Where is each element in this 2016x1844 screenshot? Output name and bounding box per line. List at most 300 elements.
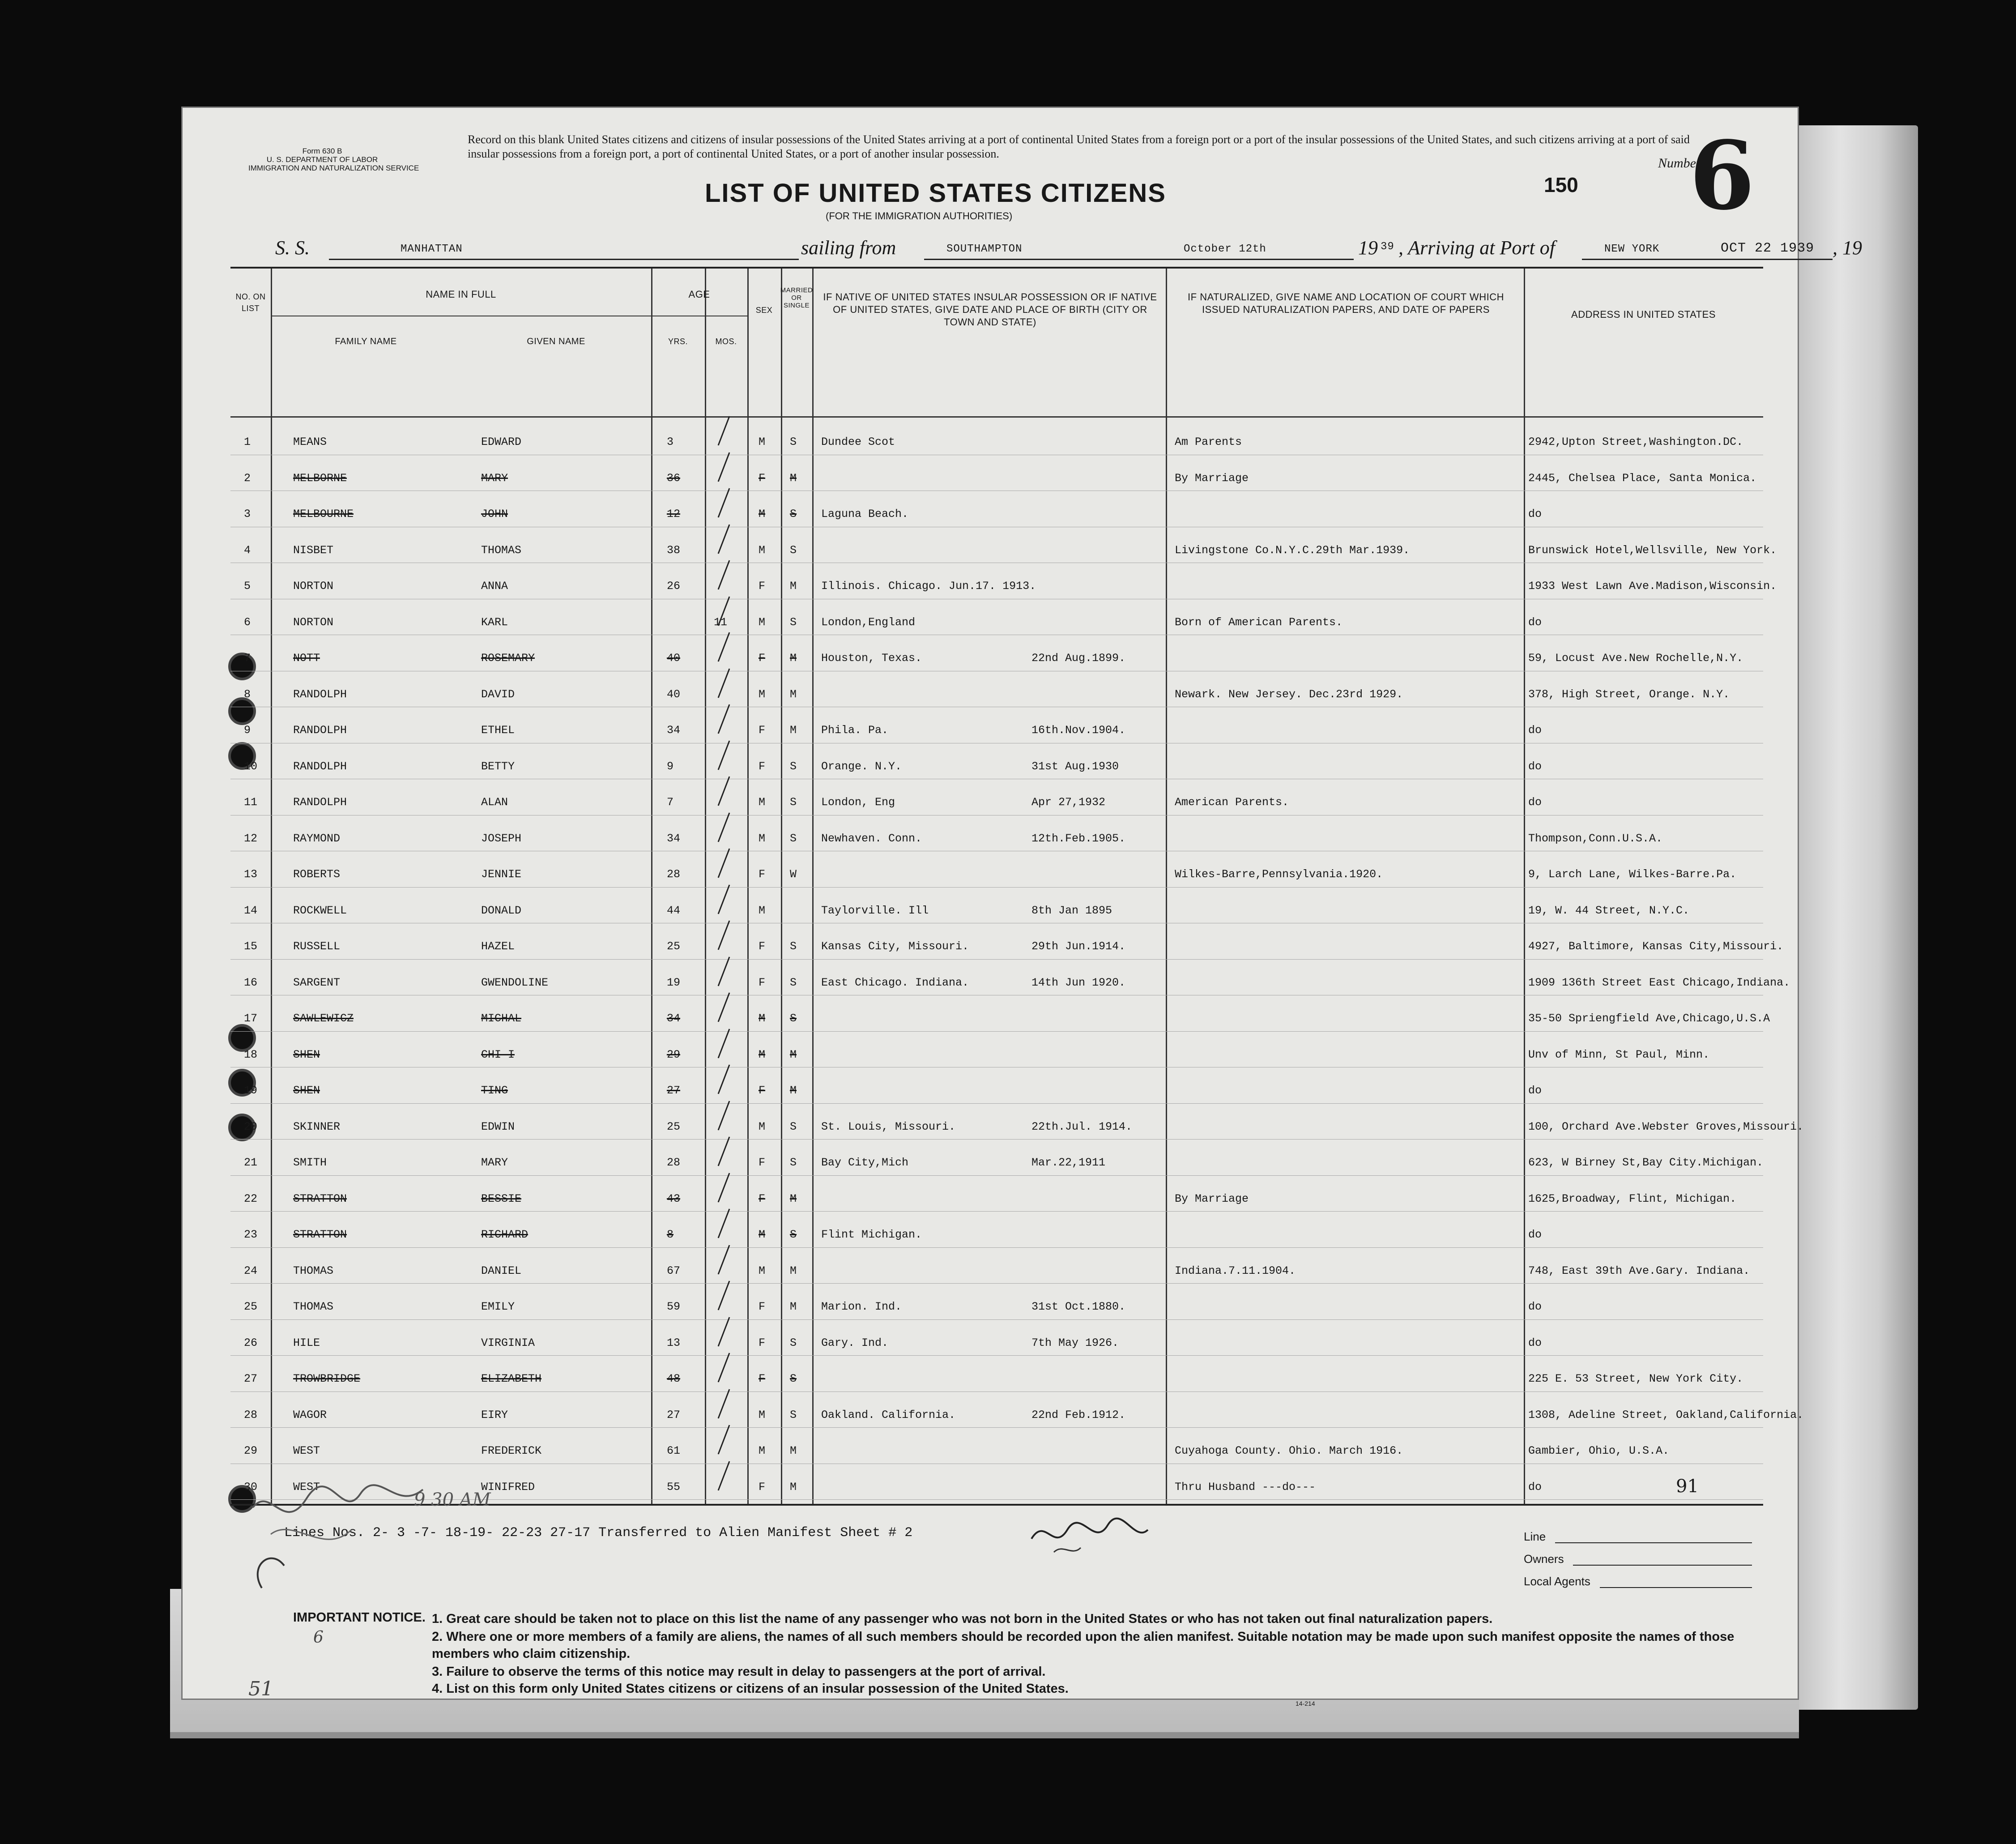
table-row	[230, 724, 1763, 739]
naturalization: Am Parents	[1175, 435, 1242, 448]
naturalization: Born of American Parents.	[1175, 615, 1343, 629]
row-number: 29	[244, 1444, 258, 1457]
service-name: IMMIGRATION AND NATURALIZATION SERVICE	[248, 164, 419, 172]
table-row	[230, 1372, 1763, 1387]
marital-status: M	[790, 687, 797, 701]
col-birth: IF NATIVE OF UNITED STATES INSULAR POSSESSION OR IF NATIVE OF UNITED STATES, GIVE DATE AND PLACE OF BIRTH (CITY OR TOWN AND STATE)	[823, 291, 1157, 328]
row-divider	[230, 1031, 1763, 1032]
sex: F	[759, 724, 766, 737]
marital-status: S	[790, 1372, 797, 1385]
family-name: STRATTON	[293, 1192, 347, 1205]
address: do	[1528, 1336, 1542, 1349]
given-name: THOMAS	[481, 543, 522, 557]
address: Brunswick Hotel,Wellsville, New York.	[1528, 543, 1777, 557]
check-mark-icon	[712, 955, 738, 990]
stamp-number: 150	[1544, 173, 1578, 196]
marital-status: S	[790, 615, 797, 629]
age-years: 13	[667, 1336, 681, 1349]
age-years: 28	[667, 868, 681, 881]
age-months: 11	[714, 615, 728, 629]
table-row	[230, 1084, 1763, 1099]
naturalization: Livingstone Co.N.Y.C.29th Mar.1939.	[1175, 543, 1410, 557]
family-name: THOMAS	[293, 1300, 334, 1313]
row-number: 26	[244, 1336, 258, 1349]
department-name: U. S. DEPARTMENT OF LABOR	[266, 155, 378, 164]
col-name-in-full: NAME IN FULL	[426, 289, 496, 300]
marital-status: S	[790, 832, 797, 845]
sex: F	[759, 580, 766, 593]
naturalization: By Marriage	[1175, 471, 1249, 485]
family-name: STRATTON	[293, 1228, 347, 1241]
sex: F	[759, 471, 766, 485]
table-row	[230, 1264, 1763, 1280]
birth-place: Phila. Pa.	[821, 724, 889, 737]
birth-place: St. Louis, Missouri.	[821, 1120, 956, 1133]
marital-status: S	[790, 1120, 797, 1133]
sailing-label: sailing from	[801, 237, 896, 259]
row-divider	[230, 1319, 1763, 1320]
row-divider	[230, 1283, 1763, 1284]
sex: M	[759, 1120, 766, 1133]
table-row	[230, 868, 1763, 883]
address: Unv of Minn, St Paul, Minn.	[1528, 1048, 1710, 1061]
marital-status: M	[790, 1048, 797, 1061]
given-name: TING	[481, 1084, 508, 1097]
marital-status: S	[790, 760, 797, 773]
table-row	[230, 760, 1763, 775]
sex: M	[759, 1444, 766, 1457]
passenger-table	[230, 267, 1804, 1506]
address: do	[1528, 796, 1542, 809]
row-number: 5	[244, 580, 251, 593]
sex: F	[759, 940, 766, 953]
family-name: RAYMOND	[293, 832, 341, 845]
check-mark-icon	[712, 883, 738, 918]
age-years: 36	[667, 471, 681, 485]
margin-six: 6	[313, 1628, 324, 1647]
page-count: 91	[1676, 1476, 1699, 1497]
row-divider	[230, 887, 1763, 888]
check-mark-icon	[712, 811, 738, 846]
table-row	[230, 1444, 1763, 1460]
table-row	[230, 1336, 1763, 1352]
family-name: SAWLEWICZ	[293, 1012, 354, 1025]
given-name: MICHAL	[481, 1012, 522, 1025]
birth-place: Marion. Ind.	[821, 1300, 902, 1313]
birth-place: Laguna Beach.	[821, 508, 909, 521]
family-name: SMITH	[293, 1156, 327, 1169]
address: do	[1528, 615, 1542, 629]
age-years: 48	[667, 1372, 681, 1385]
table-row	[230, 1408, 1804, 1424]
number-label: Number	[1658, 156, 1701, 171]
page-subtitle: (FOR THE IMMIGRATION AUTHORITIES)	[826, 210, 1013, 222]
family-name: HILE	[293, 1336, 320, 1349]
birth-place: Houston, Texas.	[821, 652, 922, 665]
year-prefix: 19	[1358, 237, 1378, 259]
check-mark-icon	[712, 1315, 738, 1351]
age-years: 28	[667, 1156, 681, 1169]
table-row	[230, 1228, 1763, 1243]
table-row	[230, 904, 1763, 919]
port-to: NEW YORK	[1604, 243, 1660, 255]
birth-place: London,England	[821, 615, 916, 629]
col-yrs: YRS.	[668, 337, 688, 346]
sex: M	[759, 543, 766, 557]
age-years: 8	[667, 1228, 674, 1241]
family-name: RANDOLPH	[293, 687, 347, 701]
table-row	[230, 1048, 1763, 1063]
sex: F	[759, 652, 766, 665]
age-years: 61	[667, 1444, 681, 1457]
birth-date: 22nd Feb.1912.	[1031, 1408, 1126, 1421]
official-signature	[1027, 1512, 1152, 1561]
marital-status: S	[790, 1228, 797, 1241]
marital-status: M	[790, 580, 797, 593]
address: 19, W. 44 Street, N.Y.C.	[1528, 904, 1690, 917]
address: 100, Orchard Ave.Webster Groves,Missouri.	[1528, 1120, 1804, 1133]
binder-strip	[1786, 125, 1918, 1710]
col-age: AGE	[688, 289, 710, 300]
naturalization: By Marriage	[1175, 1192, 1249, 1205]
row-number: 19	[244, 1084, 258, 1097]
row-divider	[230, 1211, 1763, 1212]
inspector-time: 9 30 AM	[414, 1490, 491, 1510]
naturalization: American Parents.	[1175, 796, 1289, 809]
sex: M	[759, 796, 766, 809]
address: do	[1528, 1300, 1542, 1313]
notice-1: 1. Great care should be taken not to place on this list the name of any passenger who was not born in the United States or who has not taken out final naturalization papers.	[432, 1612, 1493, 1626]
row-number: 10	[244, 760, 258, 773]
row-number: 8	[244, 687, 251, 701]
check-mark-icon	[712, 630, 738, 666]
family-name: NISBET	[293, 543, 334, 557]
sex: M	[759, 832, 766, 845]
sheet-number: 6	[1689, 120, 1755, 231]
check-mark-icon	[712, 594, 738, 630]
age-years: 44	[667, 904, 681, 917]
marital-status: S	[790, 1012, 797, 1025]
margin-number: 51	[248, 1678, 273, 1700]
check-mark-icon	[712, 702, 738, 738]
address: do	[1528, 724, 1542, 737]
family-name: THOMAS	[293, 1264, 334, 1277]
age-years: 40	[667, 687, 681, 701]
birth-place: Dundee Scot	[821, 435, 895, 448]
row-divider	[230, 1427, 1763, 1428]
family-name: SHEN	[293, 1048, 320, 1061]
birth-place: Illinois. Chicago. Jun.17. 1913.	[821, 580, 1036, 593]
birth-date: 14th Jun 1920.	[1031, 976, 1126, 989]
col-no-on-list: NO. ON LIST	[235, 292, 266, 313]
col-naturalized: IF NATURALIZED, GIVE NAME AND LOCATION OF COURT WHICH ISSUED NATURALIZATION PAPERS, AND DATE OF PAPERS	[1188, 291, 1504, 315]
table-row	[230, 940, 1784, 955]
address: 378, High Street, Orange. N.Y.	[1528, 687, 1730, 701]
check-mark-icon	[712, 1423, 738, 1459]
table-row	[230, 580, 1777, 595]
address: 2445, Chelsea Place, Santa Monica.	[1528, 471, 1757, 485]
table-row	[230, 616, 1763, 631]
birth-place: Orange. N.Y.	[821, 760, 902, 773]
marital-status: M	[790, 1300, 797, 1313]
row-number: 1	[244, 435, 251, 448]
age-years: 9	[667, 760, 674, 773]
sex: M	[759, 904, 766, 917]
age-years: 67	[667, 1264, 681, 1277]
check-mark-icon	[712, 1027, 738, 1063]
birth-place: East Chicago. Indiana.	[821, 976, 969, 989]
line-label: Line	[1524, 1530, 1546, 1543]
given-name: JENNIE	[481, 868, 522, 881]
check-mark-icon	[712, 414, 738, 450]
address: 35-50 Spriengfield Ave,Chicago,U.S.A	[1528, 1012, 1770, 1025]
address: 2942,Upton Street,Washington.DC.	[1528, 435, 1743, 448]
col-family-name: FAMILY NAME	[335, 337, 397, 346]
check-mark-icon	[712, 1279, 738, 1315]
manifest-page	[181, 107, 1862, 1707]
given-name: GWENDOLINE	[481, 976, 549, 989]
table-row	[230, 435, 1763, 451]
naturalization: Thru Husband ---do---	[1175, 1480, 1316, 1494]
notice-3: 3. Failure to observe the terms of this notice may result in delay to passengers at the port of arrival.	[432, 1665, 1046, 1679]
given-name: DONALD	[481, 904, 522, 917]
check-mark-icon	[712, 1459, 738, 1495]
table-row	[230, 688, 1763, 703]
given-name: DAVID	[481, 687, 515, 701]
age-years: 40	[667, 652, 681, 665]
marital-status: M	[790, 724, 797, 737]
given-name: VIRGINIA	[481, 1336, 535, 1349]
address: 623, W Birney St,Bay City.Michigan.	[1528, 1156, 1764, 1169]
family-name: ROBERTS	[293, 868, 341, 881]
age-years: 7	[667, 796, 674, 809]
table-row	[230, 1012, 1770, 1027]
col-address: ADDRESS IN UNITED STATES	[1571, 309, 1716, 320]
row-divider	[230, 1247, 1763, 1248]
marital-status: S	[790, 1336, 797, 1349]
check-mark-icon	[712, 1351, 738, 1387]
given-name: MARY	[481, 1156, 508, 1169]
local-agents-label: Local Agents	[1524, 1575, 1590, 1588]
sex: M	[759, 1228, 766, 1241]
naturalization: Cuyahoga County. Ohio. March 1916.	[1175, 1444, 1403, 1457]
given-name: EMILY	[481, 1300, 515, 1313]
check-mark-icon	[712, 450, 738, 486]
form-number: Form 630 B	[302, 147, 342, 155]
family-name: TROWBRIDGE	[293, 1372, 361, 1385]
age-years: 19	[667, 976, 681, 989]
given-name: KARL	[481, 615, 508, 629]
birth-place: Newhaven. Conn.	[821, 832, 922, 845]
sex: M	[759, 508, 766, 521]
table-row	[230, 508, 1763, 523]
col-mos: MOS.	[715, 337, 737, 346]
row-number: 30	[244, 1480, 258, 1494]
given-name: CHI I	[481, 1048, 515, 1061]
birth-date: 31st Aug.1930	[1031, 760, 1119, 773]
check-mark-icon	[712, 666, 738, 702]
given-name: BESSIE	[481, 1192, 522, 1205]
given-name: ETHEL	[481, 724, 515, 737]
given-name: JOHN	[481, 508, 508, 521]
port-rule	[924, 259, 1354, 260]
given-name: JOSEPH	[481, 832, 522, 845]
birth-date: 29th Jun.1914.	[1031, 940, 1126, 953]
sex: M	[759, 435, 766, 448]
table-row	[230, 796, 1763, 811]
address: do	[1528, 1228, 1542, 1241]
family-name: SKINNER	[293, 1120, 341, 1133]
given-name: ROSEMARY	[481, 652, 535, 665]
row-number: 28	[244, 1408, 258, 1421]
birth-date: 7th May 1926.	[1031, 1336, 1119, 1349]
table-row	[230, 1156, 1763, 1171]
given-name: ALAN	[481, 796, 508, 809]
age-years: 34	[667, 1012, 681, 1025]
birth-place: Oakland. California.	[821, 1408, 956, 1421]
sex: F	[759, 1156, 766, 1169]
port-from: SOUTHAMPTON	[946, 243, 1023, 255]
print-code: 14-214	[1296, 1700, 1315, 1707]
marital-status: W	[790, 868, 797, 881]
row-number: 3	[244, 508, 251, 521]
address: do	[1528, 1084, 1542, 1097]
marital-status: M	[790, 1444, 797, 1457]
notice-title: IMPORTANT NOTICE.	[293, 1610, 426, 1625]
birth-place: Kansas City, Missouri.	[821, 940, 969, 953]
birth-place: Taylorville. Ill	[821, 904, 929, 917]
table-row	[230, 472, 1763, 487]
row-number: 17	[244, 1012, 258, 1025]
marital-status: S	[790, 543, 797, 557]
address: do	[1528, 508, 1542, 521]
sex: M	[759, 615, 766, 629]
row-divider	[230, 1103, 1763, 1104]
sex: M	[759, 1264, 766, 1277]
marital-status: S	[790, 1408, 797, 1421]
family-name: RANDOLPH	[293, 724, 347, 737]
address: 59, Locust Ave.New Rochelle,N.Y.	[1528, 652, 1743, 665]
naturalization: Newark. New Jersey. Dec.23rd 1929.	[1175, 687, 1403, 701]
check-mark-icon	[712, 918, 738, 954]
address: 9, Larch Lane, Wilkes-Barre.Pa.	[1528, 868, 1737, 881]
arrival-year-label: , 19	[1833, 237, 1862, 259]
age-years: 29	[667, 1048, 681, 1061]
marital-status: S	[790, 796, 797, 809]
family-name: MELBORNE	[293, 471, 347, 485]
birth-place: Gary. Ind.	[821, 1336, 889, 1349]
check-mark-icon	[712, 738, 738, 774]
family-name: WEST	[293, 1480, 320, 1494]
age-years: 12	[667, 508, 681, 521]
marital-status: M	[790, 471, 797, 485]
age-years: 25	[667, 940, 681, 953]
table-row	[230, 1192, 1763, 1208]
birth-date: Apr 27,1932	[1031, 796, 1106, 809]
row-number: 16	[244, 976, 258, 989]
family-name: MELBOURNE	[293, 508, 354, 521]
birth-date: Mar.22,1911	[1031, 1156, 1106, 1169]
check-mark-icon	[712, 1243, 738, 1279]
family-name: SARGENT	[293, 976, 341, 989]
check-mark-icon	[712, 522, 738, 558]
year-suffix: 39	[1381, 241, 1394, 253]
row-number: 23	[244, 1228, 258, 1241]
marital-status: M	[790, 1264, 797, 1277]
given-name: EDWARD	[481, 435, 522, 448]
sail-date: October 12th	[1184, 243, 1266, 255]
row-number: 24	[244, 1264, 258, 1277]
row-number: 25	[244, 1300, 258, 1313]
owners-label: Owners	[1524, 1552, 1564, 1566]
row-number: 22	[244, 1192, 258, 1205]
birth-date: 16th.Nov.1904.	[1031, 724, 1126, 737]
birth-date: 22nd Aug.1899.	[1031, 652, 1126, 665]
age-years: 25	[667, 1120, 681, 1133]
check-mark-icon	[712, 1099, 738, 1135]
ss-label: S. S.	[275, 237, 310, 259]
family-name: WEST	[293, 1444, 320, 1457]
row-number: 18	[244, 1048, 258, 1061]
marital-status: S	[790, 940, 797, 953]
age-years: 26	[667, 580, 681, 593]
age-years: 55	[667, 1480, 681, 1494]
given-name: ELIZABETH	[481, 1372, 542, 1385]
family-name: RANDOLPH	[293, 760, 347, 773]
row-number: 6	[244, 615, 251, 629]
check-mark-icon	[712, 1135, 738, 1170]
family-name: WAGOR	[293, 1408, 327, 1421]
arrival-date-stamp: OCT 22 1939	[1721, 241, 1815, 256]
ship-name: MANHATTAN	[401, 243, 463, 255]
given-name: BETTY	[481, 760, 515, 773]
row-number: 13	[244, 868, 258, 881]
row-divider	[230, 1139, 1763, 1140]
row-number: 14	[244, 904, 258, 917]
check-mark-icon	[712, 1171, 738, 1207]
address: 225 E. 53 Street, New York City.	[1528, 1372, 1743, 1385]
address: do	[1528, 760, 1542, 773]
transfer-note: Lines Nos. 2- 3 -7- 18-19- 22-23 27-17 Transferred to Alien Manifest Sheet # 2	[284, 1525, 913, 1541]
sex: F	[759, 1480, 766, 1494]
family-name: NORTON	[293, 580, 334, 593]
age-years: 43	[667, 1192, 681, 1205]
row-number: 21	[244, 1156, 258, 1169]
family-name: NORTON	[293, 615, 334, 629]
row-number: 7	[244, 652, 251, 665]
birth-date: 8th Jan 1895	[1031, 904, 1112, 917]
given-name: DANIEL	[481, 1264, 522, 1277]
row-divider	[230, 959, 1763, 960]
family-name: RANDOLPH	[293, 796, 347, 809]
check-mark-icon	[712, 990, 738, 1026]
address: 4927, Baltimore, Kansas City,Missouri.	[1528, 940, 1784, 953]
given-name: ANNA	[481, 580, 508, 593]
check-mark-icon	[712, 1387, 738, 1423]
family-name: SHEN	[293, 1084, 320, 1097]
address: 1933 West Lawn Ave.Madison,Wisconsin.	[1528, 580, 1777, 593]
address: 1308, Adeline Street, Oakland,California.	[1528, 1408, 1804, 1421]
given-name: FREDERICK	[481, 1444, 542, 1457]
age-years: 34	[667, 832, 681, 845]
row-number: 27	[244, 1372, 258, 1385]
age-years: 3	[667, 435, 674, 448]
family-name: NOTT	[293, 652, 320, 665]
col-sex: SEX	[755, 306, 773, 315]
sex: M	[759, 1408, 766, 1421]
address: 1909 136th Street East Chicago,Indiana.	[1528, 976, 1790, 989]
row-divider	[230, 1175, 1763, 1176]
